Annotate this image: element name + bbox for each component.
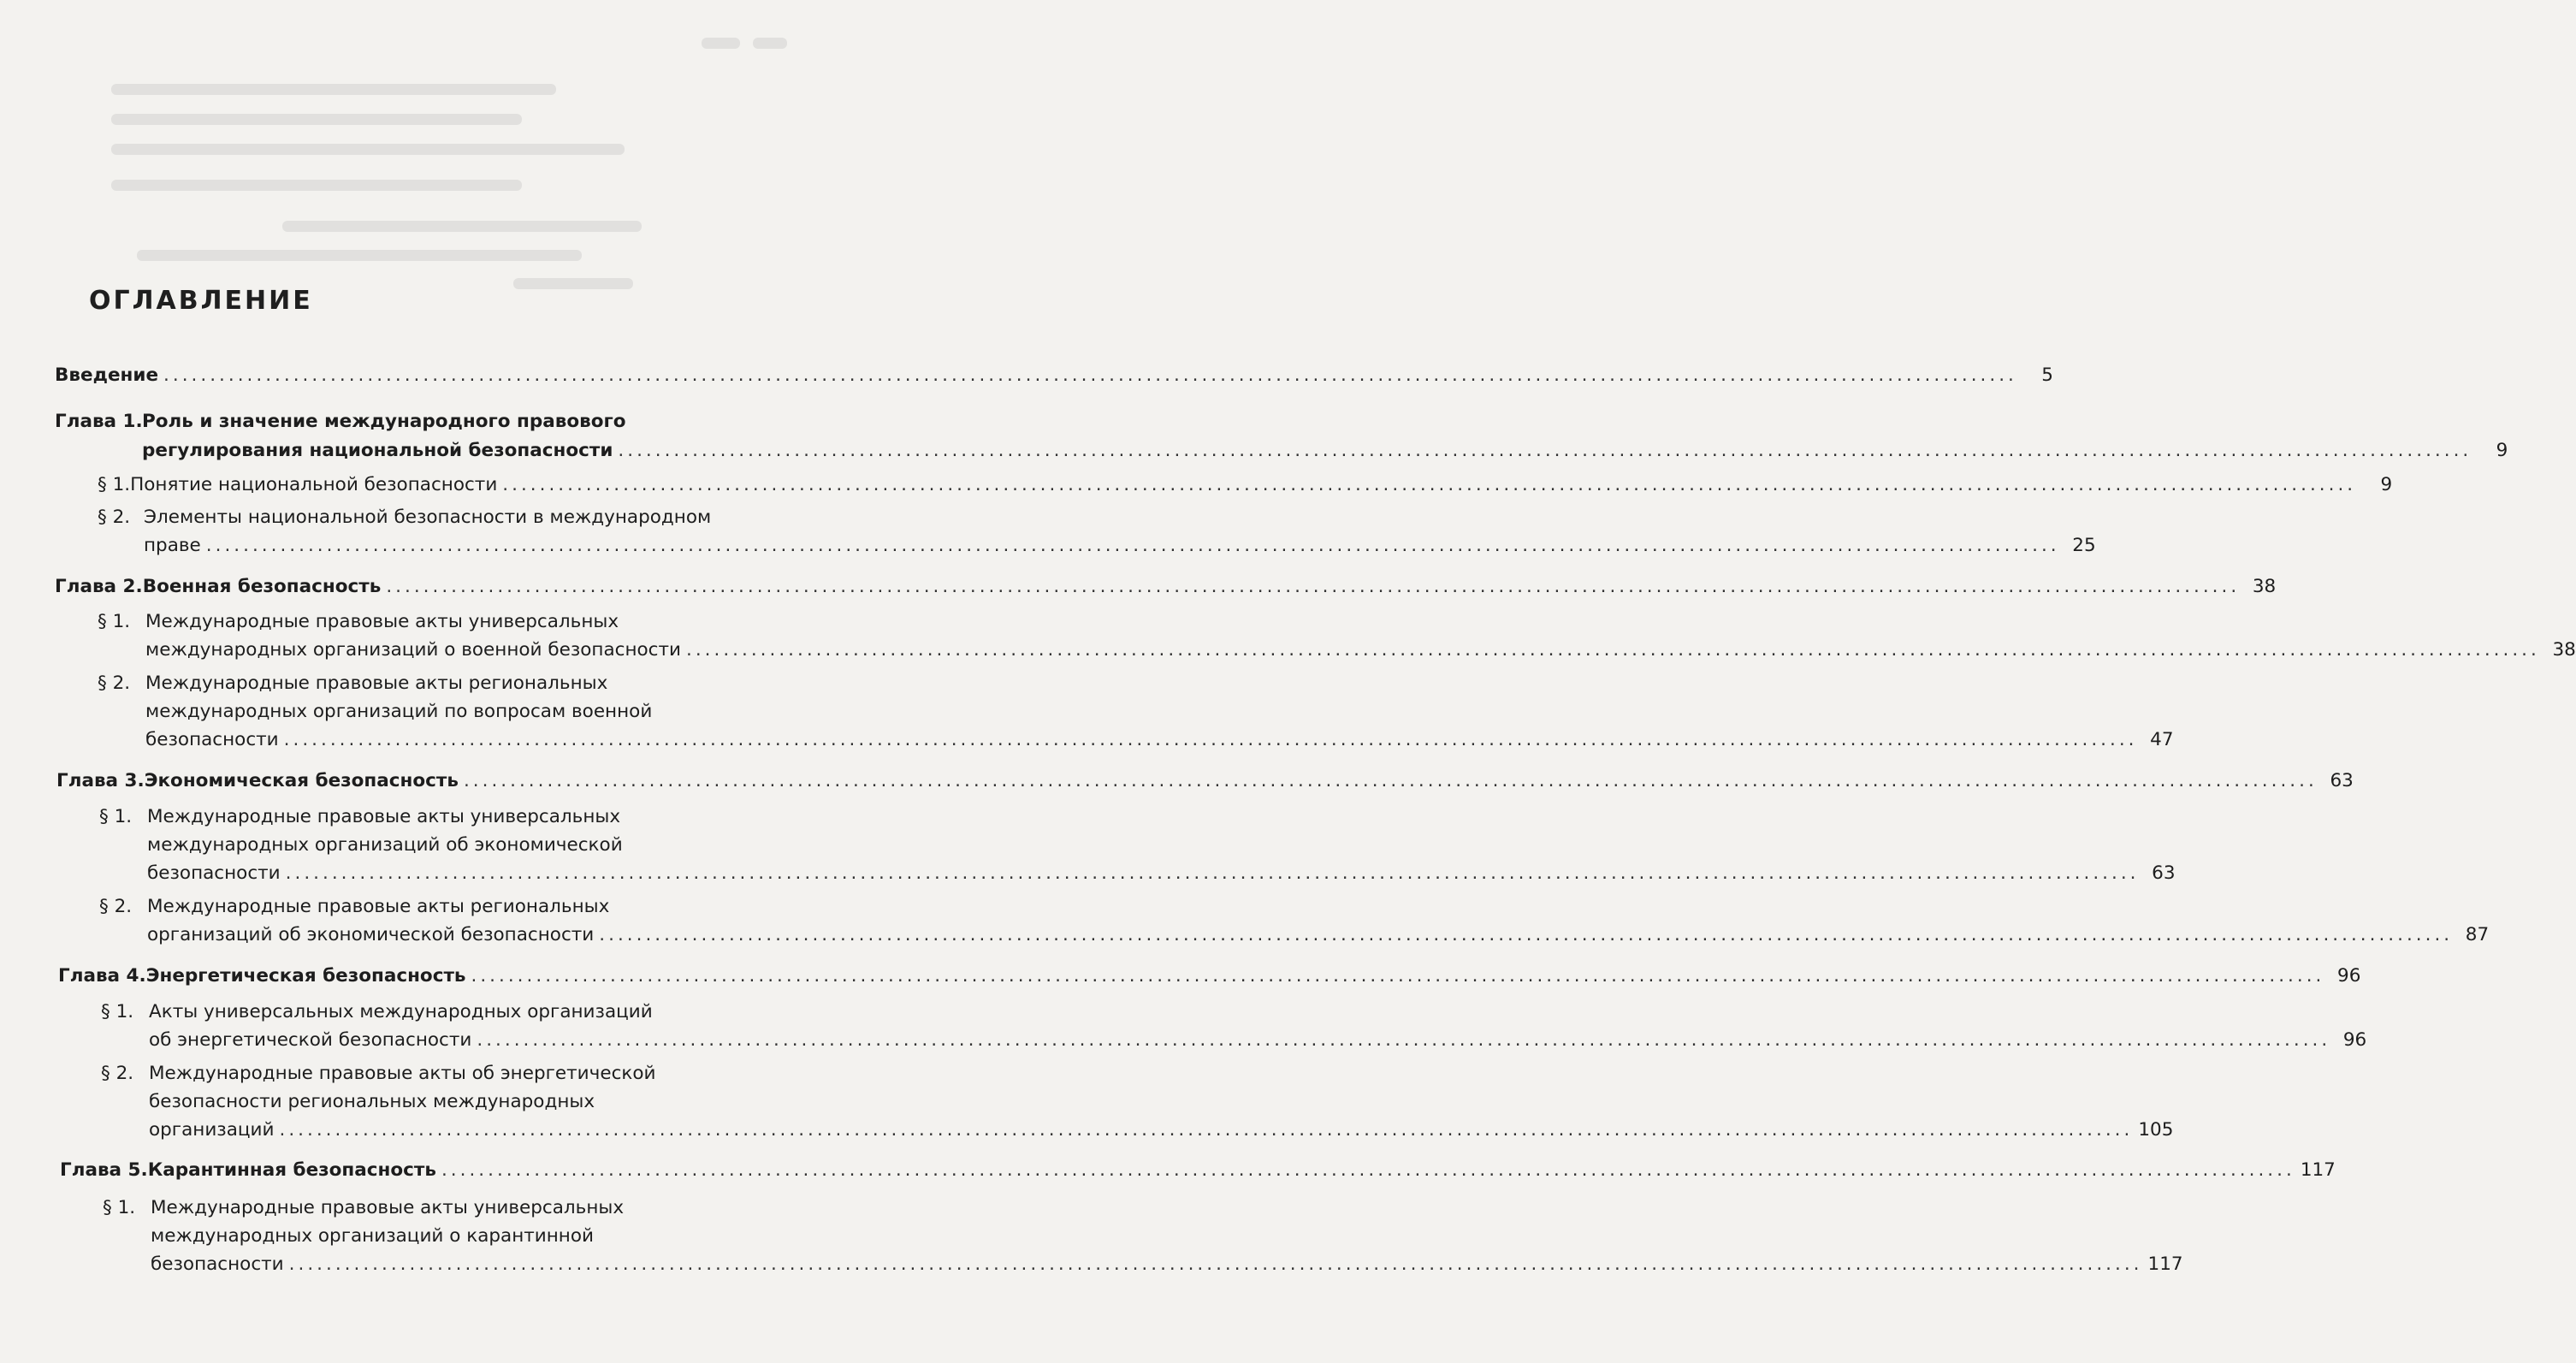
section-title-line: безопасности	[147, 862, 281, 884]
chapter-label: Глава 2.	[55, 576, 143, 597]
section-mark: § 1.	[98, 474, 131, 495]
section-title-line: Элементы национальной безопасности в международном	[144, 507, 712, 528]
chapter-label: Глава 4.	[58, 965, 146, 987]
section-mark: § 2.	[99, 896, 133, 917]
section-mark: § 1.	[103, 1197, 136, 1218]
section-title-line: Международные правовые акты универсальных	[147, 806, 621, 827]
dot-leader: ........................................................................................................................................................................................................	[471, 965, 2325, 987]
section-title-line: международных организаций о военной безопасности	[145, 639, 681, 661]
chapter-title-line: Роль и значение международного правового	[142, 411, 626, 432]
section-title-line: Международные правовые акты региональных	[145, 673, 608, 694]
dot-leader: ........................................................................................................................................................................................................	[441, 1159, 2295, 1181]
dot-leader: ........................................................................................................................................................................................................	[599, 924, 2454, 945]
page-number: 87	[2465, 924, 2490, 945]
page-number: 38	[2552, 639, 2576, 661]
page-number: 47	[2150, 729, 2174, 750]
page-number: 25	[2072, 535, 2096, 556]
chapter-label: Глава 1.	[55, 411, 143, 432]
section-title-line: международных организаций об экономической	[147, 834, 623, 856]
dot-leader: ........................................................................................................................................................................................................	[279, 1119, 2134, 1141]
dot-leader: ........................................................................................................................................................................................................	[463, 770, 2318, 791]
dot-leader: ........................................................................................................................................................................................................	[386, 576, 2241, 597]
chapter-title-line: Энергетическая безопасность	[145, 965, 466, 987]
page-number: 9	[2496, 440, 2508, 461]
section-mark: § 1.	[98, 611, 131, 632]
chapter-label: Глава 5.	[60, 1159, 148, 1181]
dot-leader: ........................................................................................................................................................................................................	[163, 364, 2017, 386]
page-number: 63	[2330, 770, 2354, 791]
section-title-line: международных организаций по вопросам военной	[145, 701, 653, 722]
page-number: 63	[2152, 862, 2176, 884]
page-number: 96	[2342, 1029, 2367, 1051]
section-title-line: Международные правовые акты региональных	[147, 896, 610, 917]
chapter-title-line: Военная безопасность	[142, 576, 382, 597]
page-number: 117	[2300, 1159, 2336, 1181]
page-number: 5	[2041, 364, 2053, 386]
section-title-line: безопасности региональных международных	[149, 1091, 595, 1112]
section-mark: § 2.	[101, 1063, 134, 1084]
page-number: 117	[2147, 1253, 2183, 1275]
page-number: 105	[2138, 1119, 2174, 1141]
dot-leader: ........................................................................................................................................................................................................	[283, 729, 2138, 750]
section-mark: § 1.	[99, 806, 133, 827]
dot-leader: ........................................................................................................................................................................................................	[285, 862, 2140, 884]
page-number: 96	[2337, 965, 2361, 987]
section-title-line: Международные правовые акты об энергетической	[149, 1063, 656, 1084]
section-title-line: праве	[144, 535, 201, 556]
chapter-title-line: Экономическая безопасность	[144, 770, 459, 791]
section-title-line: организаций	[149, 1119, 275, 1141]
section-title-line: Международные правовые акты универсальных	[151, 1197, 625, 1218]
toc-heading: ОГЛАВЛЕНИЕ	[89, 286, 313, 316]
section-mark: § 1.	[101, 1001, 134, 1022]
section-title-line: Понятие национальной безопасности	[130, 474, 498, 495]
section-title-line: безопасности	[145, 729, 279, 750]
section-mark: § 2.	[98, 507, 131, 528]
chapter-label: Глава 3.	[56, 770, 145, 791]
dot-leader: ........................................................................................................................................................................................................	[686, 639, 2540, 661]
page-number: 38	[2252, 576, 2277, 597]
section-title-line: международных организаций о карантинной	[151, 1225, 594, 1247]
chapter-title-line: Карантинная безопасность	[147, 1159, 436, 1181]
section-title-line: организаций об экономической безопасности	[147, 924, 595, 945]
section-mark: § 2.	[98, 673, 131, 694]
page-number: 9	[2380, 474, 2393, 495]
dot-leader: ........................................................................................................................................................................................................	[288, 1253, 2143, 1275]
dot-leader: ........................................................................................................................................................................................................	[477, 1029, 2331, 1051]
dot-leader: ........................................................................................................................................................................................................	[618, 440, 2472, 461]
section-title-line: Международные правовые акты универсальных	[145, 611, 619, 632]
chapter-title-line: регулирования национальной безопасности	[142, 440, 613, 461]
section-title-line: Акты универсальных международных организаций	[149, 1001, 653, 1022]
section-title-line: безопасности	[151, 1253, 284, 1275]
dot-leader: ........................................................................................................................................................................................................	[502, 474, 2357, 495]
dot-leader: ........................................................................................................................................................................................................	[205, 535, 2060, 556]
intro-title: Введение	[55, 364, 159, 386]
section-title-line: об энергетической безопасности	[149, 1029, 472, 1051]
